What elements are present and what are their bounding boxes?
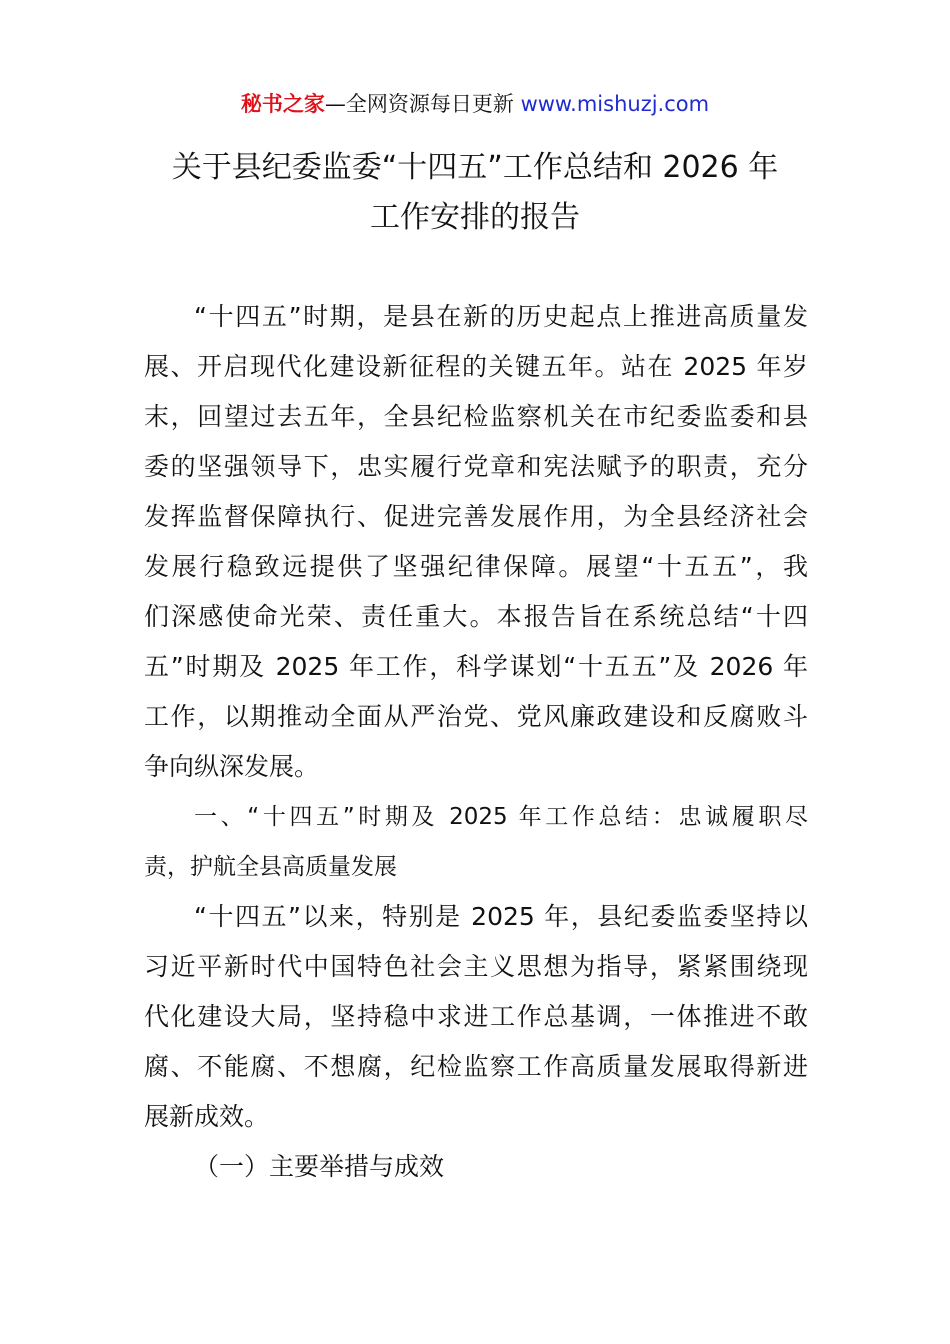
site-brand: 秘书之家 <box>240 92 325 116</box>
body-line: “十四五”以来，特别是 2025 年，县纪委监委坚持以 <box>194 902 808 931</box>
body-line: “十四五”时期，是县在新的历史起点上推进高质量发 <box>194 302 808 331</box>
body-line: 末，回望过去五年，全县纪检监察机关在市纪委监委和县 <box>144 402 808 431</box>
body-line: 代化建设大局，坚持稳中求进工作总基调，一体推进不敢 <box>144 1002 808 1031</box>
body-line: 发展行稳致远提供了坚强纪律保障。展望“十五五”，我 <box>144 552 808 581</box>
site-tagline: —全网资源每日更新 <box>324 92 521 116</box>
document-title-line-1: 关于县纪委监委“十四五”工作总结和 2026 年 <box>171 150 779 185</box>
section-heading-line-1: 一、“十四五”时期及 2025 年工作总结：忠诚履职尽 <box>194 804 808 830</box>
site-header <box>0 88 950 120</box>
body-line: 习近平新时代中国特色社会主义思想为指导，紧紧围绕现 <box>144 952 808 981</box>
body-line: 五”时期及 2025 年工作，科学谋划“十五五”及 2026 年 <box>144 652 808 681</box>
subsection-heading: （一）主要举措与成效 <box>194 1152 445 1181</box>
body-line: 展、开启现代化建设新征程的关键五年。站在 2025 年岁 <box>144 352 808 381</box>
body-line: 工作，以期推动全面从严治党、党风廉政建设和反腐败斗 <box>144 702 808 731</box>
site-url-link[interactable]: www.mishuzj.com <box>520 92 710 116</box>
body-line: 腐、不能腐、不想腐，纪检监察工作高质量发展取得新进 <box>144 1052 808 1081</box>
body-line: 争向纵深发展。 <box>144 752 320 781</box>
section-heading-line-2: 责，护航全县高质量发展 <box>144 854 397 880</box>
body-line: 展新成效。 <box>144 1102 270 1131</box>
document-title-line-2: 工作安排的报告 <box>370 200 580 235</box>
body-line: 委的坚强领导下，忠实履行党章和宪法赋予的职责，充分 <box>144 452 808 481</box>
body-line: 们深感使命光荣、责任重大。本报告旨在系统总结“十四 <box>144 602 808 631</box>
body-line: 发挥监督保障执行、促进完善发展作用，为全县经济社会 <box>144 502 808 531</box>
